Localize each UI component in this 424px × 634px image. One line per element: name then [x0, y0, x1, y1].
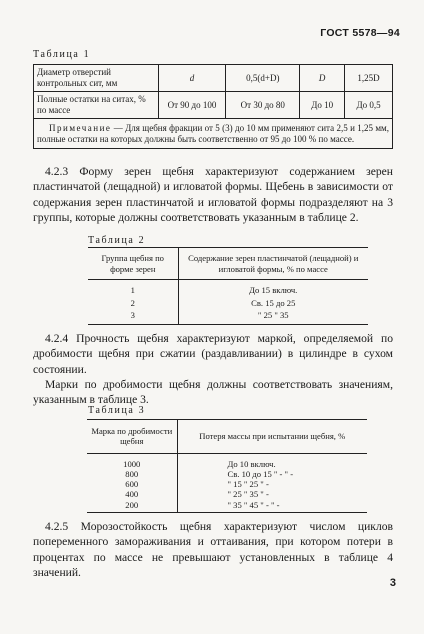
table-header: Группа щебня по форме зерен: [88, 248, 178, 280]
table1-caption: Таблица 1: [33, 49, 91, 60]
table-row: [88, 309, 368, 324]
table-cell: От 30 до 80: [226, 92, 300, 119]
table-cell: 800: [87, 469, 177, 479]
table-cell: 0,5(d+D): [226, 65, 300, 92]
table3: [87, 419, 367, 513]
table-cell: " 25 " 35: [178, 309, 368, 324]
table-cell: 400: [87, 489, 177, 499]
table-cell: От 90 до 100: [158, 92, 226, 119]
table-cell: " 15 " 25 " -: [227, 479, 269, 490]
table-header-row: [87, 420, 367, 454]
table-header-row: [88, 248, 368, 280]
page-number: 3: [389, 577, 396, 589]
table-cell: 1000: [87, 453, 177, 469]
table-cell: 1: [88, 280, 178, 297]
table-header: Марка по дробимости щебня: [87, 420, 177, 454]
table-cell: " 35 " 45 " - " -: [177, 500, 367, 513]
table-cell: До 15 включ.: [249, 285, 298, 295]
table-row: [87, 469, 367, 479]
table-cell: 2: [88, 297, 178, 310]
table-row: [87, 453, 367, 469]
table-row: [87, 500, 367, 513]
table1: [33, 64, 393, 149]
table-cell: 200: [87, 500, 177, 513]
table-row: [87, 489, 367, 499]
paragraph-4-2-5: 4.2.5 Морозостойкость щебня характеризуют числом циклов попеременного замораживания и оттаивания, при котором потери в процентах по массе не превышают установленных в таблице 4 значений.: [33, 520, 393, 580]
table-header: Содержание зерен пластинчатой (лещадной) и игловатой формы, % по массе: [178, 248, 368, 280]
note-text: — Для щебня фракции от 5 (3) до 10 мм применяют сита 2,5 и 1,25 мм, полные остатки на которых должны быть соответственно от 95 до 100 % по массе.: [37, 123, 389, 144]
table1-note: [34, 119, 393, 149]
table-row: [88, 280, 368, 297]
table-row: [88, 297, 368, 310]
table-cell: Полные остатки на ситах, % по массе: [34, 92, 159, 119]
table-cell: 3: [88, 309, 178, 324]
paragraph-4-2-4: 4.2.4 Прочность щебня характеризуют маркой, определяемой по дробимости щебня при сжатии (раздавливании) в цилиндре в сухом состоянии.: [33, 332, 393, 376]
table3-caption: Таблица 3: [88, 405, 146, 416]
table-cell: Диаметр отверстий контрольных сит, мм: [34, 65, 159, 92]
table-cell: Св. 15 до 25: [251, 297, 296, 308]
table-cell: 1,25D: [345, 65, 393, 92]
table-row: [34, 119, 393, 149]
table-cell: d: [158, 65, 226, 92]
note-label: Примечание: [49, 123, 112, 133]
table-cell: Св. 10 до 15 " - " -: [227, 468, 294, 479]
standard-header: ГОСТ 5578—94: [320, 27, 400, 39]
table-cell: 600: [87, 479, 177, 489]
table-row: [34, 92, 393, 119]
table-row: [87, 479, 367, 489]
table-cell: До 10: [300, 92, 345, 119]
table-cell: D: [300, 65, 345, 92]
table2-caption: Таблица 2: [88, 235, 146, 246]
table-cell: До 0,5: [345, 92, 393, 119]
paragraph-4-2-3: 4.2.3 Форму зерен щебня характеризуют содержанием зерен пластинчатой (лещадной) и игловатой формы. Щебень в зависимости от содержания зерен пластинчатой и игловатой формы подразделяют на 3 группы, которые должны соответствовать указанным в таблице 2.: [33, 165, 393, 225]
table-row: [34, 65, 393, 92]
table2: [88, 247, 368, 325]
table-header: Потеря массы при испытании щебня, %: [177, 420, 367, 454]
paragraph-marks: Марки по дробимости щебня должны соответствовать значениям, указанным в таблице 3.: [33, 378, 393, 407]
table-cell: До 10 включ.: [227, 458, 276, 469]
table-cell: " 25 " 35 " -: [227, 489, 269, 500]
